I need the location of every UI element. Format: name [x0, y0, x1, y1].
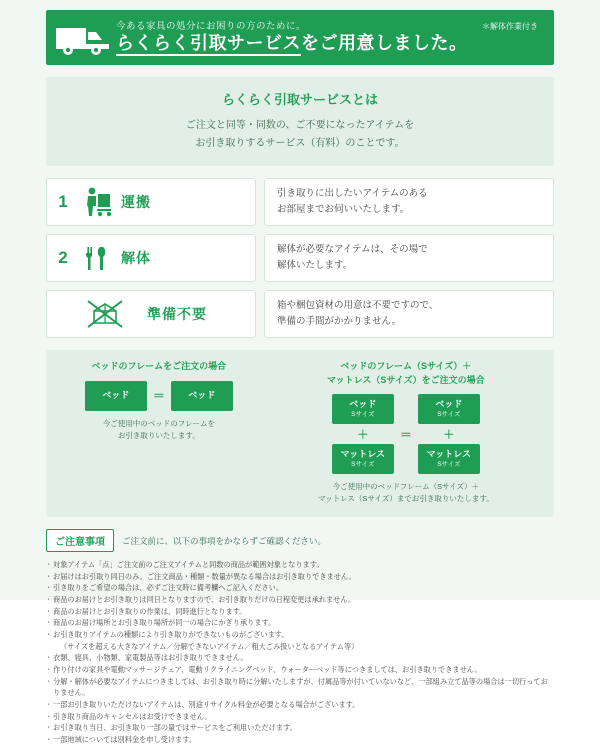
hero-title-rest: をご用意しました。 — [301, 32, 468, 53]
note-item: ・ 商品のお届け場所とお引き取り場所が同一の場合にかぎり承ります。 — [46, 617, 554, 629]
step-1-desc-line-1: 引き取りに出したいアイテムのある — [277, 187, 428, 199]
example-case-2-order-col — [332, 394, 394, 474]
note-item: ・ 引き取りをご希望の場合は、必ずご注文時に備考欄へご記入ください。 — [46, 582, 554, 594]
note-item: （サイズを超える大きなアイテム／分解できないアイテム／粗大ごみ扱いとなるアイテム等） — [60, 641, 359, 651]
hero-title — [116, 33, 468, 54]
example-case-2-pickup-col — [418, 394, 480, 474]
notes-title: ご注意事項 — [46, 529, 114, 552]
note-item: ・ 対象アイテム「点」ご注文前のご注文アイテムと同数の商品が範囲対象となります。 — [46, 559, 554, 571]
example-case-2-note-2: マットレス（Sサイズ）までお引き取りいたします。 — [317, 494, 494, 503]
intro-title: らくらく引取サービスとは — [221, 92, 378, 107]
note-item: ・ 分解・解体が必要なアイテムにつきましては、お引き取り時に分解いたしますが、付属品等が付いていないなど、一部組み立て品等の場合は一切行っておりません。 — [46, 676, 554, 699]
step-1-label: 運搬 — [121, 194, 151, 210]
example-box-mattress-s-order — [332, 444, 394, 474]
example-box-bed-s-pickup-size: Sサイズ — [437, 410, 461, 418]
tools-icon — [79, 241, 113, 275]
note-item: ・ お届けはお引取り同日のみ。ご注文商品・種類・数量が異なる場合はお引き取りできません。 — [46, 571, 554, 583]
delivery-person-icon — [79, 185, 113, 219]
example-plus-order: ＋ — [357, 429, 369, 441]
example-case-1-note-2: お引き取りいたします。 — [117, 430, 200, 440]
example-case-1-row — [58, 381, 260, 411]
step-2-label: 解体 — [121, 250, 151, 266]
order-example-card — [46, 350, 554, 517]
note-item: ・ 商品のお届けとお引き取りは同日となりますので、お引き取りだけの日程変更は承れません。 — [46, 594, 554, 606]
example-case-2-head — [270, 360, 542, 387]
example-box-bed-s-order — [332, 394, 394, 424]
notes-list — [46, 559, 554, 746]
example-case-2-head-1: ベッドのフレーム（Sサイズ）＋ — [340, 361, 472, 371]
example-box-bed-s-order-label: ベッド — [349, 399, 377, 410]
steps-list — [46, 178, 554, 338]
step-3-label-box — [46, 290, 256, 338]
notes-subtitle: ご注文前に、以下の事項をかならずご確認ください。 — [122, 535, 327, 546]
truck-icon — [54, 22, 112, 56]
note-item: ・ 商品のお届けとお引き取りの作業は、同時進行となります。 — [46, 606, 554, 618]
example-case-2-note-1: 今ご使用中のベッドフレーム（Sサイズ）＋ — [332, 482, 480, 491]
note-item: ・ お引き取り当日、お引き取り一部の量ではサービスをご利用いただけます。 — [46, 722, 554, 734]
intro-line-1: ご注文と同等・同数の、ご不要になったアイテムを — [185, 120, 415, 131]
note-item: ・ 一部お引き取りいただけないアイテムは、別途リサイクル料金が必要となる場合がございます。 — [46, 699, 554, 711]
step-2-desc-line-1: 解体が必要なアイテムは、その場で — [277, 243, 428, 255]
note-item: ・ お引き取りアイテムの種類により引き取りができないものがございます。 — [46, 629, 554, 641]
notes-header — [46, 529, 554, 552]
example-equals-2: ＝ — [399, 427, 412, 442]
example-case-1-note — [58, 418, 260, 442]
example-case-2-row — [270, 394, 542, 474]
step-2-desc-line-2: 解体いたします。 — [277, 260, 353, 271]
example-box-bed-pickup: ベッド — [171, 381, 233, 411]
hero-banner — [46, 10, 554, 65]
example-box-bed-s-pickup-label: ベッド — [435, 399, 463, 410]
example-case-2-head-2: マットレス（Sサイズ）をご注文の場合 — [327, 374, 485, 385]
step-1-description-box — [264, 178, 554, 226]
step-3-desc-line-2: 準備の手間がかかりません。 — [277, 316, 402, 327]
example-box-bed-s-pickup — [418, 394, 480, 424]
notes-section — [46, 529, 554, 746]
example-box-mattress-s-order-label: マットレス — [340, 449, 386, 460]
step-item — [46, 234, 554, 282]
intro-line-2: お引き取りするサービス（有料）のことです。 — [195, 137, 405, 149]
note-item: ・ 一部地域については別料金を申し受けます。 — [46, 734, 554, 746]
step-3-desc-line-1: 箱や梱包資材の用意は不要ですので、 — [277, 299, 439, 311]
example-case-1-note-1: 今ご使用中のベッドのフレームを — [102, 418, 215, 428]
hero-badge: ＊解体作業付き — [482, 22, 538, 31]
example-case-2-note — [270, 481, 542, 505]
step-item — [46, 290, 554, 338]
example-box-mattress-s-pickup-size: Sサイズ — [437, 460, 461, 468]
note-item: ・ 作り付けの家具や電動マッサージチェア、電動リクライニングベッド、ウォーターベッド等につきましては、お引き取りできません。 — [46, 664, 554, 676]
example-case-1-head: ベッドのフレームをご注文の場合 — [91, 361, 227, 371]
step-1-number: 1 — [58, 192, 68, 211]
step-3-description-box — [264, 290, 554, 338]
note-item: ・ 衣類、寝具、小物類、家電製品等はお引き取りできません。 — [46, 652, 554, 664]
step-1-label-box — [46, 178, 256, 226]
step-1-desc-line-2: お部屋までお伺いいたします。 — [277, 204, 410, 215]
example-box-bed-order: ベッド — [85, 381, 147, 411]
example-plus-pickup: ＋ — [443, 429, 455, 441]
note-item: ・ 引き取り商品のキャンセルはお受けできません。 — [46, 711, 554, 723]
step-item — [46, 178, 554, 226]
example-box-mattress-s-pickup-label: マットレス — [426, 449, 472, 460]
step-3-label: 準備不要 — [147, 306, 207, 322]
example-case-2 — [270, 360, 542, 505]
step-2-number: 2 — [58, 248, 68, 267]
example-box-mattress-s-order-size: Sサイズ — [351, 460, 375, 468]
intro-card — [46, 77, 554, 166]
example-case-1 — [58, 360, 260, 505]
example-box-bed-s-order-size: Sサイズ — [351, 410, 375, 418]
example-box-mattress-s-pickup — [418, 444, 480, 474]
hero-title-emphasis: らくらく引取サービス — [116, 33, 301, 56]
step-2-description-box — [264, 234, 554, 282]
step-2-label-box — [46, 234, 256, 282]
no-packaging-icon — [79, 297, 139, 331]
hero-subtitle: 今ある家具の処分にお困りの方のために。 — [116, 20, 307, 32]
example-equals-1: ＝ — [152, 389, 165, 403]
